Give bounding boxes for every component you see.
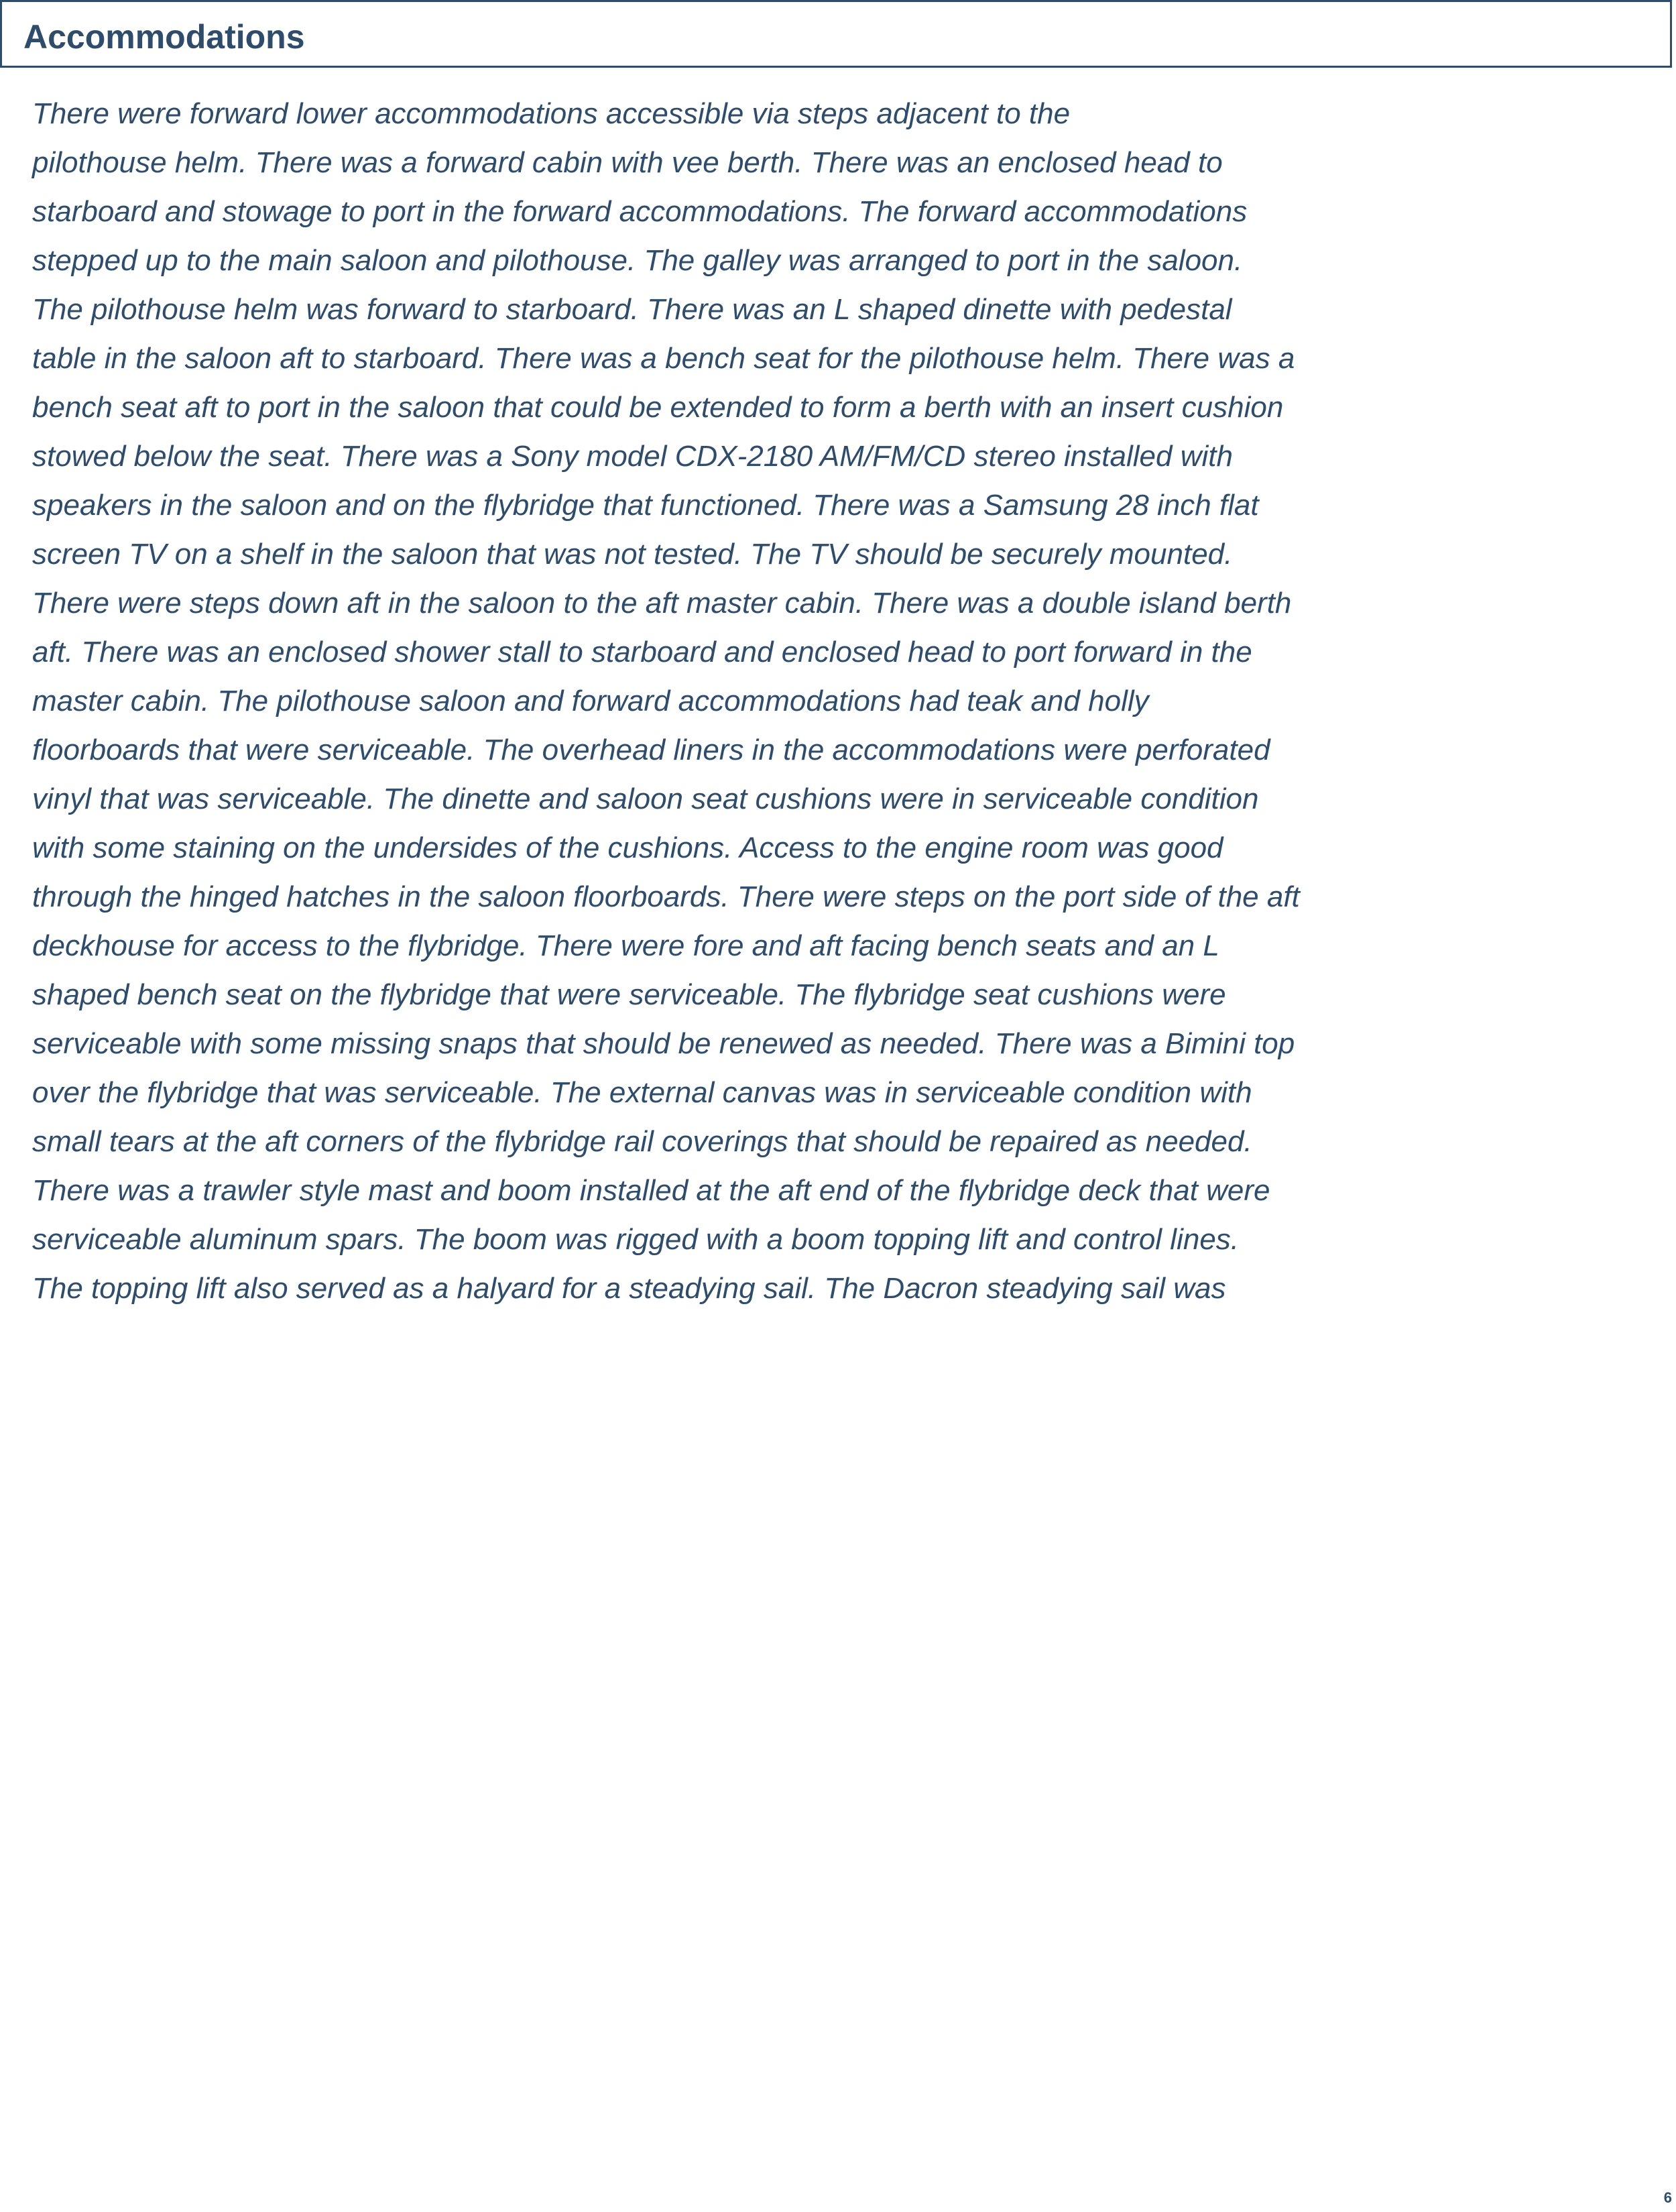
- page-number: 6: [1663, 2189, 1672, 2206]
- body-line: deckhouse for access to the flybridge. There were fore and aft facing bench seats and an L: [32, 929, 1219, 962]
- body-line: There were forward lower accommodations accessible via steps adjacent to the: [32, 97, 1071, 130]
- body-line: serviceable aluminum spars. The boom was rigged with a boom topping lift and control lines.: [32, 1223, 1240, 1256]
- section-header: [0, 0, 1672, 68]
- body-line: The topping lift also served as a halyard for a steadying sail. The Dacron steadying sail was: [32, 1272, 1226, 1305]
- body-line: stepped up to the main saloon and pilothouse. The galley was arranged to port in the saloon.: [32, 244, 1243, 277]
- body-line: There were steps down aft in the saloon to the aft master cabin. There was a double island berth: [32, 587, 1292, 620]
- body-line: shaped bench seat on the flybridge that were serviceable. The flybridge seat cushions were: [32, 978, 1226, 1011]
- body-line: screen TV on a shelf in the saloon that was not tested. The TV should be securely mounted.: [32, 538, 1233, 571]
- body-line: small tears at the aft corners of the flybridge rail coverings that should be repaired as needed.: [32, 1125, 1252, 1158]
- body-line: aft. There was an enclosed shower stall to starboard and enclosed head to port forward in the: [32, 636, 1252, 668]
- body-line: over the flybridge that was serviceable. The external canvas was in serviceable condition with: [32, 1076, 1252, 1109]
- body-line: master cabin. The pilothouse saloon and forward accommodations had teak and holly: [32, 685, 1149, 717]
- body-line: pilothouse helm. There was a forward cabin with vee berth. There was an enclosed head to: [32, 146, 1223, 179]
- section-title: Accommodations: [23, 18, 305, 56]
- body-line: speakers in the saloon and on the flybridge that functioned. There was a Samsung 28 inch flat: [32, 489, 1259, 522]
- body-line: floorboards that were serviceable. The overhead liners in the accommodations were perforated: [32, 734, 1270, 766]
- body-paragraph: [32, 89, 1373, 1313]
- body-line: through the hinged hatches in the saloon floorboards. There were steps on the port side of the aft: [32, 880, 1300, 913]
- body-line: stowed below the seat. There was a Sony model CDX-2180 AM/FM/CD stereo installed with: [32, 440, 1233, 473]
- body-line: The pilothouse helm was forward to starboard. There was an L shaped dinette with pedestal: [32, 293, 1232, 326]
- body-line: vinyl that was serviceable. The dinette and saloon seat cushions were in serviceable condition: [32, 782, 1259, 815]
- body-line: bench seat aft to port in the saloon that could be extended to form a berth with an insert cushion: [32, 391, 1284, 424]
- body-line: There was a trawler style mast and boom installed at the aft end of the flybridge deck that were: [32, 1174, 1270, 1207]
- body-line: serviceable with some missing snaps that should be renewed as needed. There was a Bimini top: [32, 1027, 1295, 1060]
- body-line: with some staining on the undersides of the cushions. Access to the engine room was good: [32, 831, 1223, 864]
- body-line: table in the saloon aft to starboard. There was a bench seat for the pilothouse helm. There was a: [32, 342, 1295, 375]
- body-line: starboard and stowage to port in the forward accommodations. The forward accommodations: [32, 195, 1248, 228]
